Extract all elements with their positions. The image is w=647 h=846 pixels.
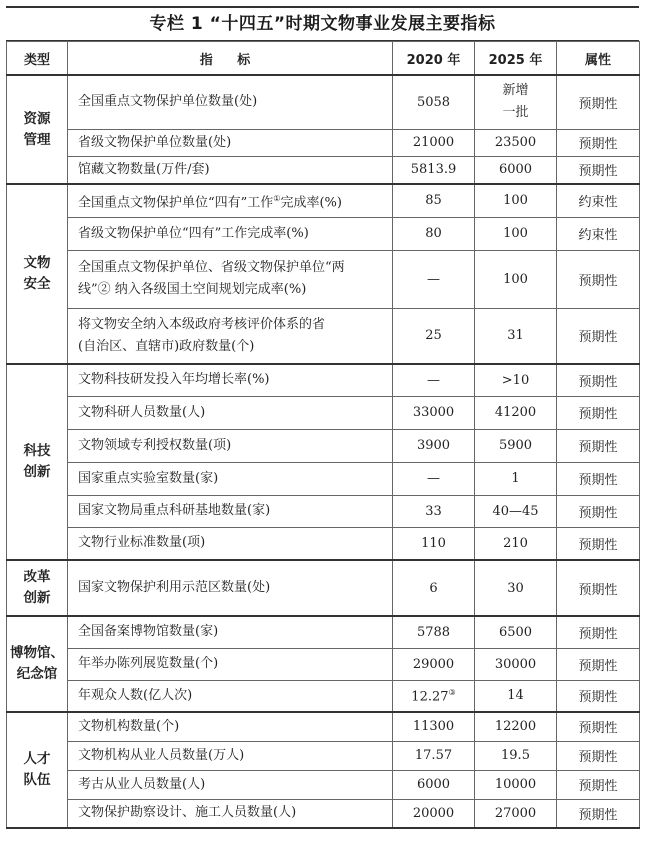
value-2025-cell: 6500 — [475, 616, 557, 648]
header-2020: 2020 年 — [393, 42, 475, 76]
value-2025-cell: 210 — [475, 527, 557, 560]
value-2025-cell: 30000 — [475, 648, 557, 680]
category-cell — [7, 364, 68, 560]
indicator-cell: 文物科研人员数量(人) — [68, 396, 393, 429]
table-row — [7, 680, 640, 712]
indicator-cell: 国家文物保护利用示范区数量(处) — [68, 560, 393, 616]
indicator-cell — [68, 184, 393, 217]
value-2020-cell: 6000 — [393, 770, 475, 799]
value-2025-cell: 31 — [475, 308, 557, 364]
attribute-cell: 预期性 — [557, 770, 640, 799]
value-2025-cell: 1 — [475, 462, 557, 495]
indicator-cell: 考古从业人员数量(人) — [68, 770, 393, 799]
attribute-cell: 预期性 — [557, 616, 640, 648]
table-row — [7, 462, 640, 495]
value-2025-cell: 5900 — [475, 429, 557, 462]
value-2025-cell: 23500 — [475, 129, 557, 156]
table-row — [7, 217, 640, 250]
indicator-cell: 全国重点文物保护单位数量(处) — [68, 75, 393, 129]
value-2025-cell: 27000 — [475, 799, 557, 828]
attribute-cell: 预期性 — [557, 712, 640, 741]
value-2020-cell: 11300 — [393, 712, 475, 741]
value-2020-cell: 29000 — [393, 648, 475, 680]
value-2020-cell: 21000 — [393, 129, 475, 156]
table-row — [7, 156, 640, 184]
table-row — [7, 799, 640, 828]
attribute-cell: 预期性 — [557, 741, 640, 770]
indicator-cell: 年观众人数(亿人次) — [68, 680, 393, 712]
value-2020-cell: 6 — [393, 560, 475, 616]
category-label-line: 文物 — [23, 255, 51, 271]
attribute-cell: 预期性 — [557, 429, 640, 462]
indicator-cell: 文物机构数量(个) — [68, 712, 393, 741]
value-text: 12.27 — [411, 688, 449, 704]
indicator-line: 全国重点文物保护单位、省级文物保护单位“两 — [78, 260, 345, 275]
category-cell — [7, 184, 68, 364]
category-label-line: 管理 — [23, 131, 51, 148]
header-2025: 2025 年 — [475, 42, 557, 76]
table-row — [7, 560, 640, 616]
value-2025-cell: 41200 — [475, 396, 557, 429]
indicator-cell: 全国备案博物馆数量(家) — [68, 616, 393, 648]
indicator-line: 线”② 纳入各级国土空间规划完成率(%) — [78, 282, 307, 297]
indicator-text: 全国重点文物保护单位“四有”工作 — [78, 194, 274, 210]
indicator-cell: 年举办陈列展览数量(个) — [68, 648, 393, 680]
table-row — [7, 129, 640, 156]
value-2020-cell: — — [393, 364, 475, 396]
indicator-cell: 文物领域专利授权数量(项) — [68, 429, 393, 462]
value-line: 一批 — [502, 105, 529, 121]
category-label-line: 创新 — [23, 464, 51, 480]
value-2025-cell: 14 — [475, 680, 557, 712]
value-2025-cell: 6000 — [475, 156, 557, 184]
indicator-cell — [68, 308, 393, 364]
indicator-table — [6, 41, 640, 829]
category-cell — [7, 75, 68, 184]
value-2020-cell: 20000 — [393, 799, 475, 828]
value-2025-cell: 100 — [475, 184, 557, 217]
table-row — [7, 495, 640, 527]
footnote-mark: ③ — [448, 687, 456, 697]
value-2020-cell: 3900 — [393, 429, 475, 462]
attribute-cell: 预期性 — [557, 396, 640, 429]
category-label-line: 科技 — [23, 443, 51, 459]
table-row — [7, 250, 640, 308]
value-2025-cell — [475, 75, 557, 129]
indicator-cell: 国家重点实验室数量(家) — [68, 462, 393, 495]
attribute-cell: 预期性 — [557, 560, 640, 616]
category-cell — [7, 712, 68, 828]
value-2025-cell: 100 — [475, 250, 557, 308]
table-row — [7, 712, 640, 741]
value-2020-cell: 33000 — [393, 396, 475, 429]
table-row — [7, 741, 640, 770]
value-2020-cell: 5058 — [393, 75, 475, 129]
value-2020-cell: 5788 — [393, 616, 475, 648]
indicator-cell: 馆藏文物数量(万件/套) — [68, 156, 393, 184]
attribute-cell: 约束性 — [557, 217, 640, 250]
table-row — [7, 308, 640, 364]
attribute-cell: 预期性 — [557, 648, 640, 680]
category-label-line: 资源 — [23, 110, 51, 127]
indicator-cell: 文物机构从业人员数量(万人) — [68, 741, 393, 770]
category-label-line: 人才 — [23, 751, 51, 767]
attribute-cell: 预期性 — [557, 799, 640, 828]
table-row — [7, 184, 640, 217]
attribute-cell: 预期性 — [557, 129, 640, 156]
indicator-cell: 文物保护勘察设计、施工人员数量(人) — [68, 799, 393, 828]
category-label-line: 安全 — [23, 276, 51, 292]
value-2025-cell: 19.5 — [475, 741, 557, 770]
category-cell — [7, 616, 68, 712]
table-title: 专栏 1 “十四五”时期文物事业发展主要指标 — [6, 6, 639, 41]
indicator-line: (自治区、直辖市)政府数量(个) — [78, 338, 255, 354]
table-row — [7, 364, 640, 396]
indicator-cell: 文物科技研发投入年均增长率(%) — [68, 364, 393, 396]
value-2020-cell: 110 — [393, 527, 475, 560]
indicator-cell: 省级文物保护单位“四有”工作完成率(%) — [68, 217, 393, 250]
header-indicator: 指 标 — [68, 42, 393, 76]
value-2020-cell — [393, 680, 475, 712]
value-2025-cell: 100 — [475, 217, 557, 250]
value-2025-cell: 40—45 — [475, 495, 557, 527]
value-line: 新增 — [502, 83, 529, 99]
indicator-line: 将文物安全纳入本级政府考核评价体系的省 — [78, 316, 326, 332]
value-2025-cell: >10 — [475, 364, 557, 396]
category-label-line: 创新 — [23, 590, 51, 606]
header-row — [7, 42, 640, 76]
table-row — [7, 429, 640, 462]
value-2020-cell: 85 — [393, 184, 475, 217]
category-label-line: 队伍 — [23, 772, 51, 788]
indicator-cell: 省级文物保护单位数量(处) — [68, 129, 393, 156]
value-2020-cell: 5813.9 — [393, 156, 475, 184]
attribute-cell: 约束性 — [557, 184, 640, 217]
table-body — [7, 75, 640, 828]
value-2020-cell: — — [393, 250, 475, 308]
value-2025-cell: 10000 — [475, 770, 557, 799]
value-2020-cell: 25 — [393, 308, 475, 364]
indicator-table-panel — [6, 6, 639, 829]
attribute-cell: 预期性 — [557, 156, 640, 184]
table-row — [7, 75, 640, 129]
table-row — [7, 527, 640, 560]
indicator-cell — [68, 250, 393, 308]
footnote-mark: ① — [273, 193, 281, 203]
attribute-cell: 预期性 — [557, 250, 640, 308]
attribute-cell: 预期性 — [557, 308, 640, 364]
header-type: 类型 — [7, 42, 68, 76]
indicator-text: 完成率(%) — [280, 194, 342, 210]
header-attribute: 属性 — [557, 42, 640, 76]
indicator-cell: 文物行业标准数量(项) — [68, 527, 393, 560]
category-cell — [7, 560, 68, 616]
attribute-cell: 预期性 — [557, 364, 640, 396]
table-row — [7, 648, 640, 680]
value-2020-cell: 80 — [393, 217, 475, 250]
attribute-cell: 预期性 — [557, 527, 640, 560]
category-label-line: 博物馆、 — [10, 645, 64, 661]
value-2020-cell: 17.57 — [393, 741, 475, 770]
attribute-cell: 预期性 — [557, 75, 640, 129]
value-2020-cell: — — [393, 462, 475, 495]
attribute-cell: 预期性 — [557, 680, 640, 712]
category-label-line: 改革 — [23, 569, 51, 585]
table-row — [7, 770, 640, 799]
value-2025-cell: 12200 — [475, 712, 557, 741]
value-2025-cell: 30 — [475, 560, 557, 616]
attribute-cell: 预期性 — [557, 495, 640, 527]
attribute-cell: 预期性 — [557, 462, 640, 495]
table-row — [7, 396, 640, 429]
value-2020-cell: 33 — [393, 495, 475, 527]
indicator-cell: 国家文物局重点科研基地数量(家) — [68, 495, 393, 527]
category-label-line: 纪念馆 — [16, 666, 58, 682]
table-row — [7, 616, 640, 648]
